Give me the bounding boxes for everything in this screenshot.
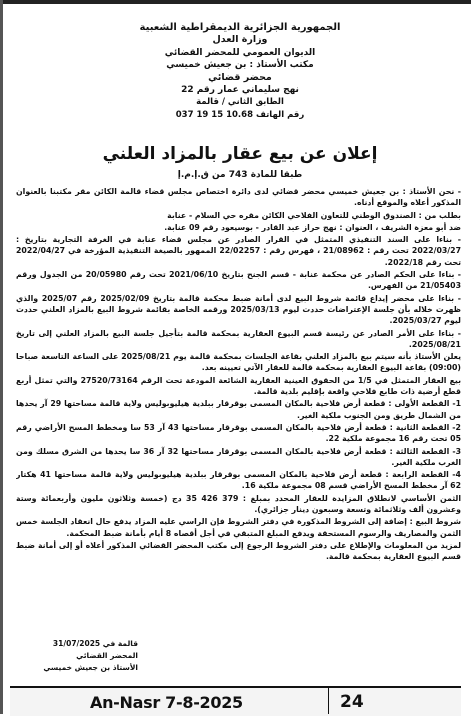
body-paragraph: - بناءا على محضر إيداع قائمة شروط البيع لدى أمانة ضبط محكمة قالمة بتاريخ 2025/02/09 رقم 2025/07 والذي ظهرت خلاله بأن جلسة الإعتراضات حددت ليوم 2025/03/13 ورقمه الخاصة بقائمة شروط البيع بالمزاد العلني حددت ليوم 2025/03/27. [16,293,461,326]
office-holder: مكتب الأستاذ : بن جعيش خميسي [166,60,314,71]
body-paragraph: بيع العقار المتمثل في 1/5 من الحقوق العينية العقارية الشائعة المودعة تحت الرقم 27520/73164 والتي تمثل أربع قطع أرضية ذات طابع فلاحي واقعة بإقليم بلدية قالمة. [16,375,461,397]
body-paragraph: بطلب من : الصندوق الوطني للتعاون الفلاحي الكائن مقره حي السلام - عنابة [167,210,461,220]
page-number: 24 [340,692,364,712]
phone-number: رقم الهاتف 10.68 15 19 037 [175,109,305,120]
body-paragraph: 1- القطعة الأولى : قطعة أرض فلاحية بالمكان المسمى بوقرقار ببلدية هيليوبوليس ولاية قالمة مساحتها 29 آر يحدها من الشمال طريق ومن الجنوب ملكية الغير. [16,399,461,420]
footer-divider [328,688,329,714]
body-paragraph: - بناءا على الحكم الصادر عن محكمة عنابة - قسم الجنح بتاريخ 2021/06/10 تحت رقم 20/05980 من الجدول ورقم 21/05403 من الفهرس. [16,270,461,291]
scan-edge [0,0,471,4]
body-paragraph: يعلن الأستاذ بأنه سيتم بيع بالمزاد العلني بقاعة الجلسات بمحكمة قالمة يوم 2025/08/21 على الساعة التاسعة صباحا (09:00) بقاعة البيوع العقارية بمحكمة قالمة للعقار الآتي تعيينه بعد. [16,352,461,373]
body-paragraph: - بناءا على السند التنفيذي المتمثل في القرار الصادر عن مجلس قضاء عنابة في الغرفة التجارية بتاريخ : 2022/03/27 تحت رقم : 21/08962 ، فهرس رقم : 22/02257 الممهور بالصيغة التنفيذية المؤرخة في 2022/04/27 تحت رقم 2022/18. [16,235,461,267]
signature-block [18,638,138,674]
announcement-body [16,186,461,622]
body-paragraph: الثمن الأساسي لانطلاق المزايدة للعقار المحدد بمبلغ : 379 426 35 دج (خمسة وثلاثون مليون وأربعمائة وستة وعشرون ألف وثلاثمائة وتسعة وسبعون دينار جزائري). [16,493,461,515]
ministry-name: وزارة العدل [212,34,268,46]
announcement-title: إعلان عن بيع عقار بالمزاد العلني [102,144,378,164]
scan-edge-left [0,0,3,714]
body-paragraph: - بناءا على الأمر الصادر عن رئيسة قسم البيوع العقارية بمحكمة قالمة بتأجيل جلسة البيع بالمزاد العلني إلى تاريخ 2025/08/21. [16,328,461,349]
body-paragraph: ضد أبو معزة الشريف ، العنوان : نهج حراز عبد القادر - بوسيعود رقم 09 عنابة. [164,222,461,232]
floor-city: الطابق الثاني / قالمة [196,97,284,108]
bailiff-letterhead [120,22,360,121]
office-type: الديوان العمومي للمحضر القضائي [164,47,316,58]
profession: محضر قضائي [208,71,272,83]
body-paragraph: شروط البيع : إضافة إلى الشروط المذكورة في دفتر الشروط فإن الراسي عليه المزاد يدفع حال انعقاد الجلسة خمس الثمن والمصاريف والرسوم المستحقة ويدفع المبلغ المتبقي في أجل أقصاه 8 أيام بأمانة ضبط المحكمة. [16,517,461,538]
street-address: نهج سليماني عمار رقم 22 [181,85,299,96]
republic-name: الجمهورية الجزائرية الديمقراطية الشعبية [139,22,341,33]
signature-role: المحضر القضائي [76,651,138,660]
body-paragraph: 3- القطعة الثالثة : قطعة أرض فلاحية بالمكان المسمى بوقرقار مساحتها 32 آر 36 سا يحدها من الشرق مسلك ومن الغرب ملكية الغير. [16,446,461,467]
body-paragraph: - نحن الأستاذ : بن جعيش خميسي محضر قضائي لدى دائرة اختصاص مجلس قضاء قالمة الكائن مقر مكتبنا بالعنوان المذكور أعلاه والموقع أدناه. [16,187,461,208]
signature-name: الأستاذ بن جعيش خميسي [43,663,138,672]
legal-reference: طبقا للمادة 743 من ق.إ.م.إ [177,170,303,180]
body-paragraph: 4- القطعة الرابعة : قطعة أرض فلاحية بالمكان المسمى بوقرقار ببلدية هيليوبوليس ولاية قالمة مساحتها 41 هكتار 62 آر مخطط المسح الأراضي قسم 08 مجموعة ملكية 16. [16,470,461,491]
newspaper-name-date: An-Nasr 7-8-2025 [90,693,243,712]
body-paragraph: 2- القطعة الثانية : قطعة أرض فلاحية بالمكان المسمى بوقرقار مساحتها 43 آر 53 سا ومخطط المسح الأراضي رقم 05 تحت رقم 16 مجموعة ملكية 22. [16,422,461,444]
page-footer [10,686,461,716]
body-paragraph: لمزيد من المعلومات والإطلاع على دفتر الشروط الرجوع إلى مكتب المحضر القضائي المذكور أعلاه أو إلى أمانة ضبط قسم البيوع العقارية بمحكمة قالمة. [16,540,461,562]
signature-place-date: قالمة في 31/07/2025 [52,639,138,648]
